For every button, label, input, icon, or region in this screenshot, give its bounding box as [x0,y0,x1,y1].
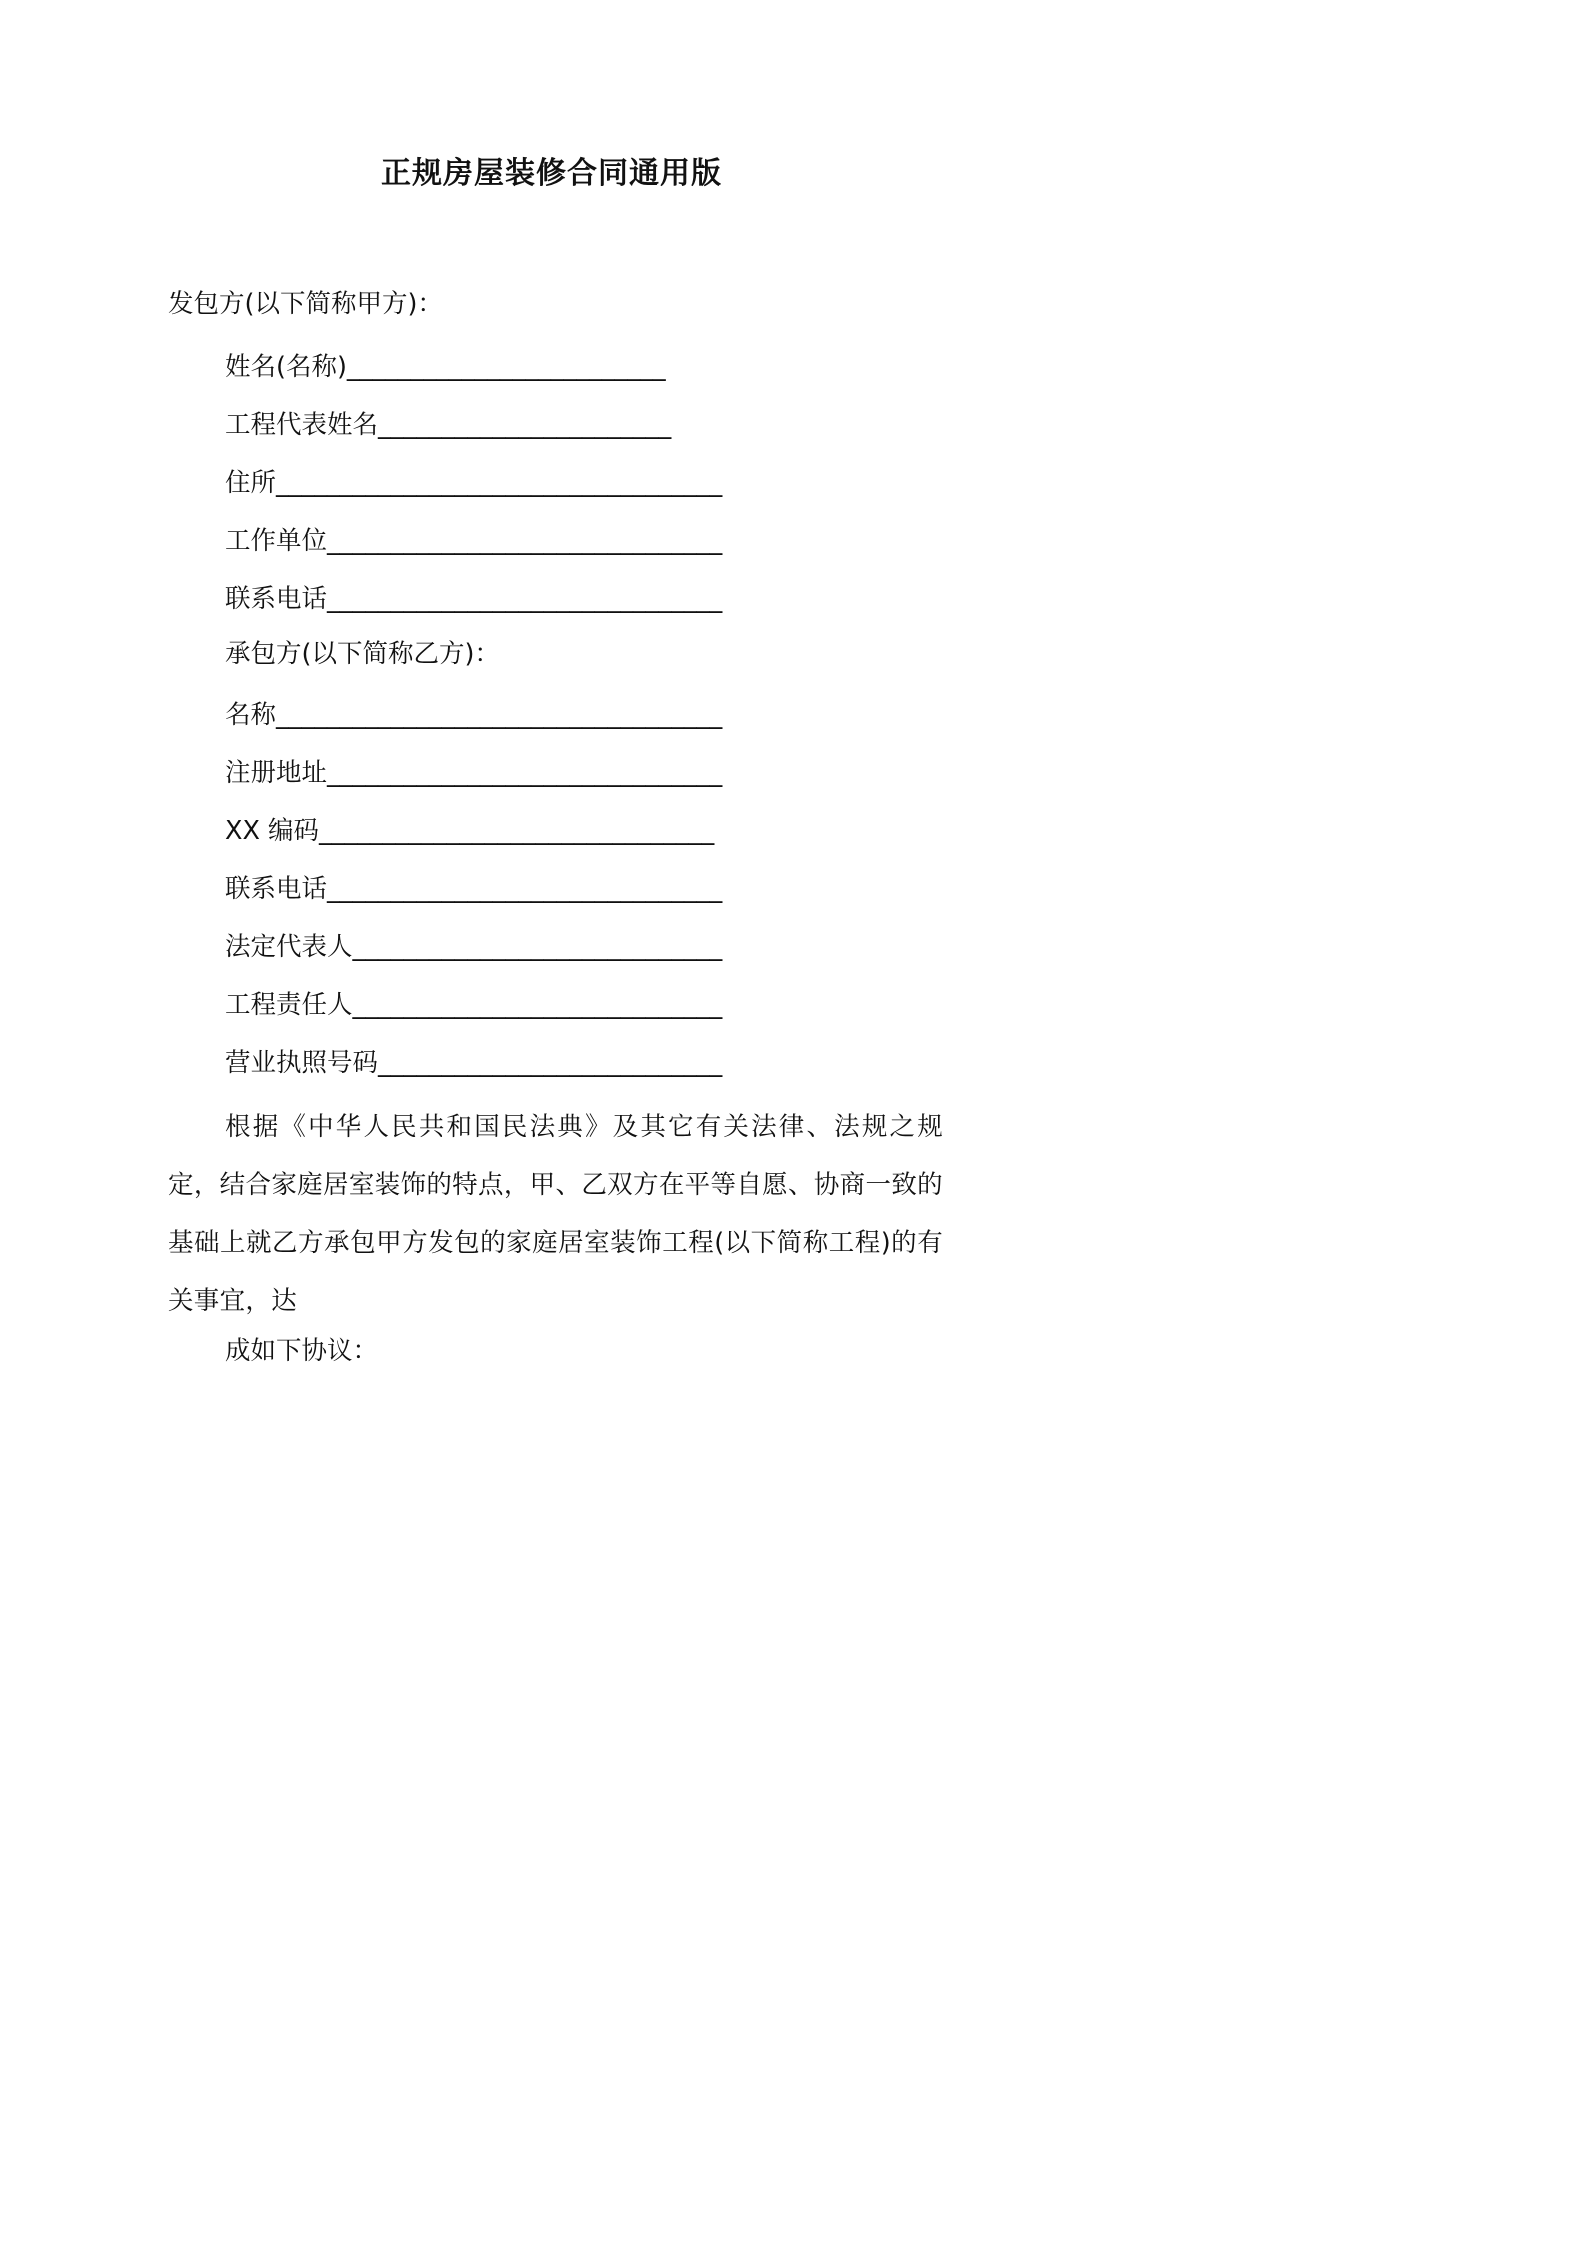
party-a-name-field: 姓名(名称)_________________________ [225,352,666,382]
party-b-name-field: 名称___________________________________ [225,700,723,730]
party-a-representative-field: 工程代表姓名_______________________ [225,410,672,440]
party-b-phone-field: 联系电话_______________________________ [225,874,723,904]
party-a-phone-field: 联系电话_______________________________ [225,584,723,614]
party-b-address-field: 注册地址_______________________________ [225,758,723,788]
closing-line: 成如下协议： [225,1336,379,1366]
page-title: 正规房屋装修合同通用版 [381,156,722,191]
party-b-code-field: XX 编码_______________________________ [225,816,715,846]
document-page [0,0,1103,1561]
party-b-heading: 承包方(以下简称乙方)： [225,639,500,669]
party-a-address-field: 住所___________________________________ [225,468,723,498]
party-b-license-field: 营业执照号码___________________________ [225,1048,723,1078]
body-paragraph: 根据《中华人民共和国民法典》及其它有关法律、法规之规定，结合家庭居室装饰的特点，甲、乙双方在平等自愿、协商一致的基础上就乙方承包甲方发包的家庭居室装饰工程(以下简称工程)的有关事宜，达 [168,1112,943,1316]
party-b-legal-rep-field: 法定代表人_____________________________ [225,932,723,962]
party-a-heading: 发包方(以下简称甲方)： [168,289,443,319]
party-b-project-manager-field: 工程责任人_____________________________ [225,990,723,1020]
party-a-workplace-field: 工作单位_______________________________ [225,526,723,556]
